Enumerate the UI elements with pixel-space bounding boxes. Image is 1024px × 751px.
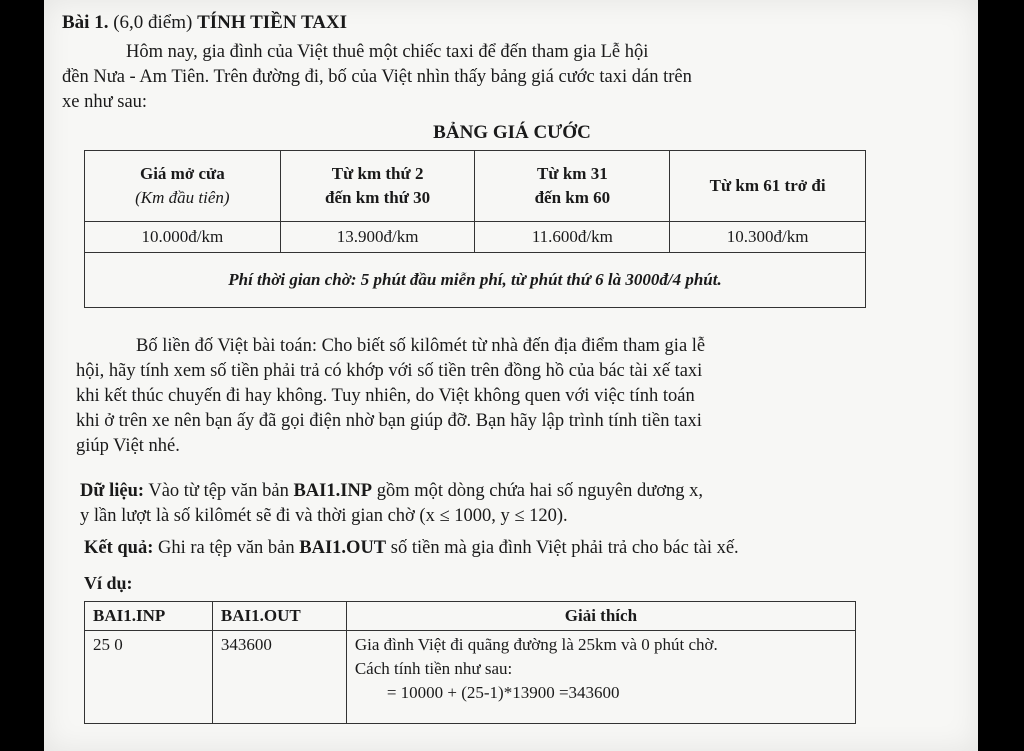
output-spec-label: Kết quả: <box>84 538 154 558</box>
problem-line: giúp Việt nhé. <box>76 436 180 456</box>
header-main: Giá mở cửa <box>139 164 225 183</box>
output-file-name: BAI1.OUT <box>299 538 387 558</box>
example-label: Ví dụ: <box>84 573 133 593</box>
example-output: 343600 <box>212 631 346 724</box>
example-table <box>84 601 856 724</box>
price-table <box>84 150 866 308</box>
intro-line: xe như sau: <box>62 92 148 112</box>
price-value-cell: 10.000đ/km <box>85 222 281 253</box>
price-header-cell <box>670 151 866 222</box>
problem-score: (6,0 điểm) <box>113 12 193 33</box>
problem-title <box>62 12 347 34</box>
explain-line: Gia đình Việt đi quãng đường là 25km và 0 phút chờ. <box>354 635 718 654</box>
input-file-name: BAI1.INP <box>293 481 373 501</box>
intro-line: đền Nưa - Am Tiên. Trên đường đi, bố của Việt nhìn thấy bảng giá cước taxi dán trên <box>62 67 692 87</box>
example-explanation <box>346 631 855 724</box>
header-sub: đến km thứ 30 <box>325 188 431 207</box>
price-value-cell: 11.600đ/km <box>475 222 670 253</box>
input-spec-line <box>80 479 703 504</box>
waiting-fee-cell: Phí thời gian chờ: 5 phút đầu miễn phí, từ phút thứ 6 là 3000đ/4 phút. <box>85 253 866 308</box>
price-header-cell <box>475 151 670 222</box>
price-header-cell <box>85 151 281 222</box>
output-spec <box>84 536 739 561</box>
problem-line: khi ở trên xe nên bạn ấy đã gọi điện nhờ bạn giúp đỡ. Bạn hãy lập trình tính tiền taxi <box>76 411 702 431</box>
explain-line: Cách tính tiền như sau: <box>354 659 513 678</box>
problem-line: khi kết thúc chuyến đi hay không. Tuy nhiên, do Việt không quen với việc tính toán <box>76 386 695 406</box>
example-input: 25 0 <box>85 631 213 724</box>
input-spec-label: Dữ liệu: <box>80 481 145 501</box>
input-spec-rest: gồm một dòng chứa hai số nguyên dương x, <box>376 481 704 501</box>
input-spec-text: Vào từ tệp văn bản <box>148 481 289 501</box>
problem-line: hội, hãy tính xem số tiền phải trả có khớp với số tiền trên đồng hồ của bác tài xế taxi <box>76 361 703 381</box>
problem-name: TÍNH TIỀN TAXI <box>197 12 348 33</box>
output-spec-rest: số tiền mà gia đình Việt phải trả cho bác tài xế. <box>390 538 739 558</box>
header-main: Từ km 61 trở đi <box>709 176 826 195</box>
input-spec <box>80 479 703 529</box>
example-header-explain: Giải thích <box>346 602 855 631</box>
price-table-title: BẢNG GIÁ CƯỚC <box>433 122 591 143</box>
header-sub: đến km 60 <box>534 188 611 207</box>
header-sub: (Km đầu tiên) <box>135 188 230 207</box>
problem-line: Bố liền đố Việt bài toán: Cho biết số kilômét từ nhà đến địa điểm tham gia lễ <box>136 336 706 356</box>
problem-paragraph <box>76 334 896 459</box>
example-header-output: BAI1.OUT <box>212 602 346 631</box>
example-header-input: BAI1.INP <box>85 602 213 631</box>
intro-line: Hôm nay, gia đình của Việt thuê một chiếc taxi để đến tham gia Lễ hội <box>126 42 649 62</box>
header-main: Từ km thứ 2 <box>331 164 424 183</box>
header-main: Từ km 31 <box>537 164 608 183</box>
price-header-cell <box>280 151 475 222</box>
output-spec-text: Ghi ra tệp văn bản <box>158 538 295 558</box>
intro-paragraph <box>62 40 882 115</box>
price-value-cell: 10.300đ/km <box>670 222 866 253</box>
price-value-cell: 13.900đ/km <box>280 222 475 253</box>
input-spec-line: y lần lượt là số kilômét sẽ đi và thời gian chờ (x ≤ 1000, y ≤ 120). <box>80 506 568 526</box>
explain-formula: = 10000 + (25-1)*13900 =343600 <box>386 683 620 702</box>
problem-label: Bài 1. <box>62 12 109 33</box>
